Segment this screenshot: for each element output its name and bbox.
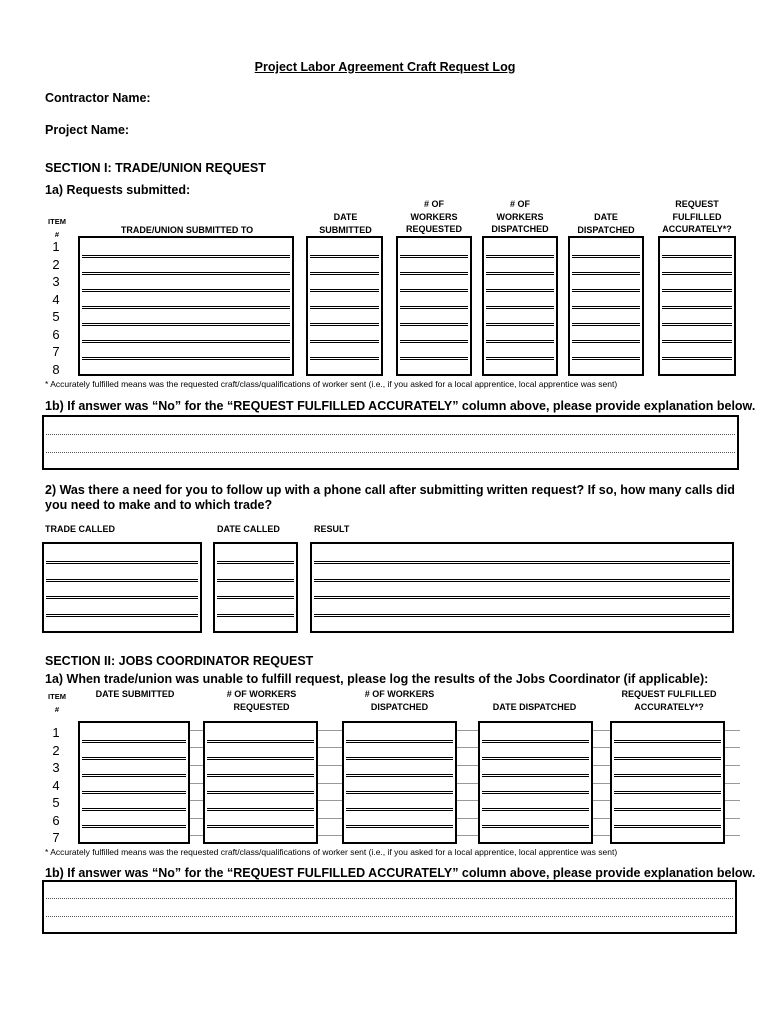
row-dash: [190, 818, 203, 819]
row-number: 5: [52, 309, 60, 324]
row-divider: [207, 759, 314, 760]
row-dash: [318, 835, 342, 836]
row-divider: [207, 791, 314, 792]
row-divider: [82, 757, 186, 758]
row-divider: [486, 289, 554, 290]
row-divider: [217, 579, 294, 580]
row-divider: [572, 272, 640, 273]
row-divider: [400, 325, 468, 326]
row-divider: [314, 579, 730, 580]
row-divider: [46, 616, 198, 617]
row-divider: [662, 359, 732, 360]
row-number: 6: [52, 326, 60, 342]
row-number: 4: [52, 291, 60, 307]
s2-date-dispatched-column[interactable]: [478, 721, 593, 844]
row-dash: [190, 765, 203, 766]
row-divider: [82, 272, 290, 273]
row-dash: [318, 730, 342, 731]
row-divider: [486, 255, 554, 256]
row-divider: [82, 308, 290, 309]
row-divider: [310, 257, 379, 258]
s2-col-item: ITEM #: [48, 692, 66, 714]
s1-trade-column[interactable]: [78, 236, 294, 376]
s2-fulfilled-column[interactable]: [610, 721, 725, 844]
q2-result-column[interactable]: [310, 542, 734, 633]
row-dash: [457, 765, 478, 766]
row-dash: [725, 730, 740, 731]
row-dash: [457, 730, 478, 731]
row-divider: [400, 342, 468, 343]
row-divider: [217, 596, 294, 597]
row-dash: [593, 730, 610, 731]
s1-workers-requested-column[interactable]: [396, 236, 472, 376]
row-divider: [572, 257, 640, 258]
row-divider: [46, 581, 198, 582]
row-divider: [207, 825, 314, 826]
row-divider: [82, 325, 290, 326]
row-divider: [82, 291, 290, 292]
row-divider: [207, 827, 314, 828]
row-divider: [400, 306, 468, 307]
row-number: 7: [52, 344, 60, 359]
s1-row-numbers: [48, 238, 64, 378]
row-dash: [190, 783, 203, 784]
s2-col-date-submitted: DATE SUBMITTED: [95, 689, 175, 699]
row-divider: [486, 257, 554, 258]
project-name-label: Project Name:: [45, 123, 130, 137]
row-divider: [614, 757, 721, 758]
row-dash: [725, 800, 740, 801]
row-divider: [207, 793, 314, 794]
row-divider: [482, 740, 589, 741]
row-divider: [614, 759, 721, 760]
row-divider: [482, 776, 589, 777]
row-divider: [82, 759, 186, 760]
row-divider: [572, 289, 640, 290]
row-divider: [82, 827, 186, 828]
row-divider: [46, 561, 198, 562]
row-divider: [614, 774, 721, 775]
row-dash: [190, 747, 203, 748]
row-divider: [482, 791, 589, 792]
row-divider: [614, 791, 721, 792]
s2-1b-label: 1b) If answer was “No” for the “REQUEST FULFILLED ACCURATELY” column above, please provide explanation below.: [45, 866, 756, 880]
row-divider: [314, 563, 730, 564]
row-divider: [46, 563, 198, 564]
row-divider: [207, 776, 314, 777]
s1-date-submitted-column[interactable]: [306, 236, 383, 376]
s2-col-workers-dispatched: # OF WORKERS DISPATCHED: [364, 689, 435, 712]
row-divider: [82, 810, 186, 811]
row-divider: [46, 579, 198, 580]
s1-1b-label: 1b) If answer was “No” for the “REQUEST FULFILLED ACCURATELY” column above, please provide explanation below.: [45, 399, 756, 413]
row-divider: [614, 825, 721, 826]
row-divider: [310, 323, 379, 324]
row-dash: [457, 818, 478, 819]
q2-col-result: RESULT: [314, 524, 350, 534]
row-divider: [482, 827, 589, 828]
row-divider: [46, 596, 198, 597]
row-divider: [662, 357, 732, 358]
row-number: 8: [52, 361, 60, 377]
row-number: 6: [52, 812, 60, 828]
row-dash: [725, 818, 740, 819]
contractor-name-label: Contractor Name:: [45, 91, 151, 105]
row-divider: [400, 340, 468, 341]
row-number: 2: [52, 742, 60, 758]
row-divider: [486, 274, 554, 275]
row-divider: [614, 808, 721, 809]
section-1a-label: 1a) Requests submitted:: [45, 183, 191, 197]
row-divider: [662, 342, 732, 343]
s1-col-date-submitted: DATE SUBMITTED: [319, 212, 372, 235]
row-divider: [486, 308, 554, 309]
q2-col-date-called: DATE CALLED: [217, 524, 280, 534]
row-divider: [310, 340, 379, 341]
s1-col-workers-dispatched: # OF WORKERS DISPATCHED: [491, 199, 549, 234]
row-divider: [572, 325, 640, 326]
row-divider: [82, 793, 186, 794]
row-divider: [482, 774, 589, 775]
row-divider: [662, 325, 732, 326]
row-number: 1: [52, 725, 60, 740]
row-divider: [46, 614, 198, 615]
row-divider: [207, 810, 314, 811]
row-divider: [482, 742, 589, 743]
row-divider: [82, 808, 186, 809]
s2-explanation-box[interactable]: [42, 880, 737, 934]
row-divider: [314, 616, 730, 617]
row-number: 3: [52, 760, 60, 775]
row-divider: [310, 289, 379, 290]
row-divider: [482, 825, 589, 826]
row-divider: [482, 793, 589, 794]
row-divider: [207, 757, 314, 758]
row-divider: [346, 740, 453, 741]
row-divider: [82, 255, 290, 256]
row-divider: [482, 757, 589, 758]
q2-label: 2) Was there a need for you to follow up with a phone call after submitting written request? If so, how many calls did you need to make and to which trade?: [45, 483, 735, 512]
row-divider: [217, 581, 294, 582]
row-dash: [725, 783, 740, 784]
row-divider: [486, 340, 554, 341]
s2-col-fulfilled: REQUEST FULFILLED ACCURATELY*?: [621, 689, 717, 712]
row-dash: [190, 800, 203, 801]
s1-col-workers-requested: # OF WORKERS REQUESTED: [405, 199, 462, 234]
row-divider: [572, 359, 640, 360]
row-number: 7: [52, 830, 60, 845]
s2-col-workers-requested: # OF WORKERS REQUESTED: [226, 689, 297, 712]
row-divider: [614, 776, 721, 777]
row-divider: [310, 359, 379, 360]
s2-date-submitted-column[interactable]: [78, 721, 190, 844]
row-divider: [614, 742, 721, 743]
row-divider: [217, 561, 294, 562]
row-divider: [82, 774, 186, 775]
row-divider: [207, 774, 314, 775]
row-divider: [217, 616, 294, 617]
row-dash: [593, 765, 610, 766]
s1-workers-dispatched-column[interactable]: [482, 236, 558, 376]
row-divider: [614, 793, 721, 794]
row-dash: [318, 747, 342, 748]
row-divider: [662, 257, 732, 258]
row-divider: [346, 776, 453, 777]
row-divider: [400, 257, 468, 258]
row-dash: [593, 835, 610, 836]
s2-workers-dispatched-column[interactable]: [342, 721, 457, 844]
row-divider: [572, 342, 640, 343]
row-divider: [217, 563, 294, 564]
row-divider: [82, 306, 290, 307]
s1-col-fulfilled: REQUEST FULFILLED ACCURATELY*?: [662, 199, 732, 234]
row-divider: [346, 827, 453, 828]
row-divider: [82, 323, 290, 324]
row-divider: [82, 257, 290, 258]
row-divider: [310, 272, 379, 273]
row-divider: [662, 289, 732, 290]
row-number: 3: [52, 274, 60, 289]
row-number: 1: [52, 239, 60, 254]
s2-row-numbers: [48, 724, 64, 847]
row-divider: [486, 306, 554, 307]
row-dash: [725, 765, 740, 766]
row-divider: [82, 359, 290, 360]
row-divider: [82, 357, 290, 358]
row-divider: [482, 808, 589, 809]
row-dash: [318, 783, 342, 784]
row-divider: [314, 596, 730, 597]
row-divider: [217, 598, 294, 599]
q2-trade-called-column[interactable]: [42, 542, 202, 633]
row-divider: [486, 272, 554, 273]
row-divider: [310, 308, 379, 309]
s1-date-dispatched-column[interactable]: [568, 236, 644, 376]
row-divider: [314, 581, 730, 582]
row-divider: [662, 291, 732, 292]
row-divider: [486, 359, 554, 360]
row-dash: [725, 835, 740, 836]
row-divider: [572, 340, 640, 341]
row-divider: [346, 774, 453, 775]
row-divider: [572, 255, 640, 256]
row-divider: [572, 291, 640, 292]
row-divider: [310, 306, 379, 307]
row-divider: [400, 255, 468, 256]
row-dash: [725, 747, 740, 748]
s1-col-trade: TRADE/UNION SUBMITTED TO: [120, 225, 254, 235]
row-divider: [486, 342, 554, 343]
row-divider: [400, 357, 468, 358]
s2-workers-requested-column[interactable]: [203, 721, 318, 844]
row-divider: [82, 740, 186, 741]
row-divider: [662, 272, 732, 273]
row-dash: [318, 800, 342, 801]
row-dash: [593, 818, 610, 819]
row-divider: [572, 306, 640, 307]
row-divider: [662, 308, 732, 309]
q2-col-trade-called: TRADE CALLED: [45, 524, 115, 534]
row-divider: [662, 323, 732, 324]
q2-date-called-column[interactable]: [213, 542, 298, 633]
row-divider: [346, 742, 453, 743]
row-divider: [482, 759, 589, 760]
row-divider: [662, 274, 732, 275]
row-divider: [486, 357, 554, 358]
row-divider: [217, 614, 294, 615]
row-divider: [314, 561, 730, 562]
s1-col-date-dispatched: DATE DISPATCHED: [577, 212, 635, 235]
row-dash: [593, 747, 610, 748]
row-divider: [346, 757, 453, 758]
row-dash: [457, 835, 478, 836]
row-divider: [486, 291, 554, 292]
row-divider: [346, 808, 453, 809]
row-divider: [346, 810, 453, 811]
row-divider: [310, 291, 379, 292]
row-divider: [346, 759, 453, 760]
row-dash: [593, 783, 610, 784]
row-dash: [457, 783, 478, 784]
row-divider: [400, 323, 468, 324]
row-divider: [82, 791, 186, 792]
row-divider: [400, 272, 468, 273]
row-divider: [310, 342, 379, 343]
section-2-1a-label: 1a) When trade/union was unable to fulfill request, please log the results of the Jobs Coordinator (if applicable):: [45, 672, 709, 686]
row-divider: [614, 810, 721, 811]
row-divider: [614, 827, 721, 828]
row-divider: [346, 825, 453, 826]
row-divider: [572, 308, 640, 309]
s1-footnote: * Accurately fulfilled means was the requested craft/class/qualifications of worker sent (i.e., if you asked for a local apprentice, local apprentice was sent): [45, 379, 618, 389]
row-divider: [82, 342, 290, 343]
row-divider: [572, 323, 640, 324]
page-title: Project Labor Agreement Craft Request Log: [254, 60, 516, 74]
row-dash: [190, 730, 203, 731]
row-number: 5: [52, 795, 60, 810]
row-divider: [662, 306, 732, 307]
row-divider: [207, 742, 314, 743]
s2-col-date-dispatched: DATE DISPATCHED: [492, 702, 577, 712]
row-dash: [593, 800, 610, 801]
row-divider: [310, 274, 379, 275]
row-divider: [662, 340, 732, 341]
row-divider: [310, 325, 379, 326]
row-divider: [82, 825, 186, 826]
row-number: 2: [52, 256, 60, 272]
row-dash: [457, 747, 478, 748]
row-divider: [614, 740, 721, 741]
row-divider: [400, 308, 468, 309]
row-divider: [82, 274, 290, 275]
row-dash: [318, 765, 342, 766]
row-divider: [400, 274, 468, 275]
section-1-heading: SECTION I: TRADE/UNION REQUEST: [45, 161, 266, 175]
s1-fulfilled-column[interactable]: [658, 236, 736, 376]
row-divider: [662, 255, 732, 256]
row-divider: [46, 598, 198, 599]
row-divider: [400, 291, 468, 292]
row-divider: [486, 325, 554, 326]
row-divider: [572, 357, 640, 358]
row-dash: [190, 835, 203, 836]
section-2-heading: SECTION II: JOBS COORDINATOR REQUEST: [45, 654, 314, 668]
row-divider: [482, 810, 589, 811]
row-divider: [310, 255, 379, 256]
row-divider: [207, 740, 314, 741]
row-divider: [82, 340, 290, 341]
row-divider: [82, 742, 186, 743]
row-divider: [400, 289, 468, 290]
row-divider: [346, 791, 453, 792]
row-divider: [486, 323, 554, 324]
row-divider: [310, 357, 379, 358]
row-dash: [318, 818, 342, 819]
s1-col-item: ITEM #: [48, 217, 66, 239]
row-divider: [207, 808, 314, 809]
row-divider: [346, 793, 453, 794]
row-divider: [314, 614, 730, 615]
row-divider: [400, 359, 468, 360]
row-dash: [457, 800, 478, 801]
row-divider: [572, 274, 640, 275]
row-number: 4: [52, 777, 60, 793]
row-divider: [314, 598, 730, 599]
s1-explanation-box[interactable]: [42, 415, 739, 470]
row-divider: [82, 776, 186, 777]
s2-footnote: * Accurately fulfilled means was the requested craft/class/qualifications of worker sent (i.e., if you asked for a local apprentice, local apprentice was sent): [45, 847, 618, 857]
row-divider: [82, 289, 290, 290]
